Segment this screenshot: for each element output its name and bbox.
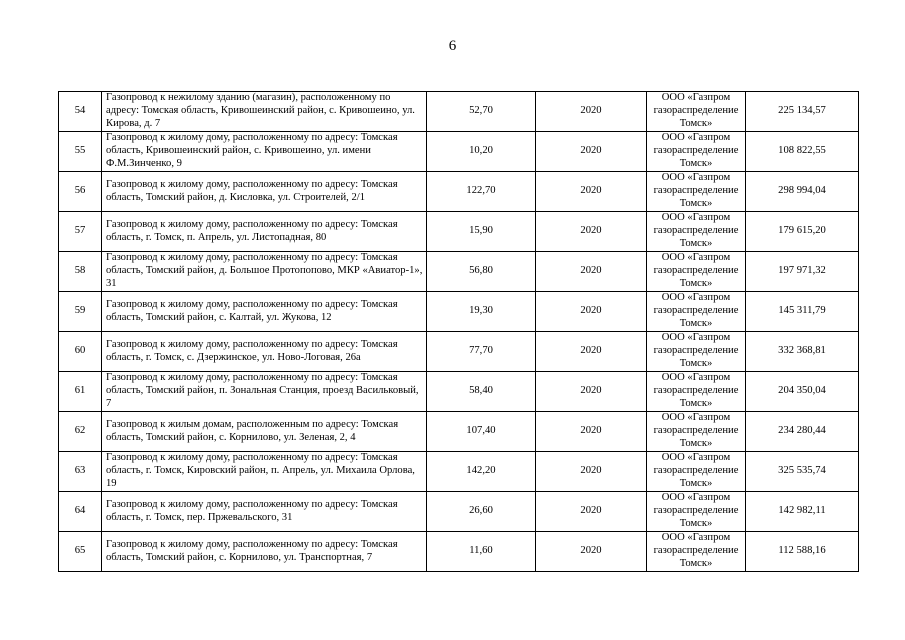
pipeline-length: 11,60 <box>427 532 536 572</box>
owner-organization: ООО «Газпром газораспределение Томск» <box>647 172 746 212</box>
pipeline-length: 52,70 <box>427 92 536 132</box>
row-number: 55 <box>59 132 102 172</box>
owner-organization: ООО «Газпром газораспределение Томск» <box>647 492 746 532</box>
owner-organization: ООО «Газпром газораспределение Томск» <box>647 212 746 252</box>
owner-organization: ООО «Газпром газораспределение Томск» <box>647 292 746 332</box>
cost-value: 234 280,44 <box>746 412 859 452</box>
commission-year: 2020 <box>536 452 647 492</box>
commission-year: 2020 <box>536 252 647 292</box>
owner-organization: ООО «Газпром газораспределение Томск» <box>647 412 746 452</box>
object-description: Газопровод к жилому дому, расположенному по адресу: Томская область, Томский район, с. Корнилово, ул. Транспортная, 7 <box>102 532 427 572</box>
table-row <box>59 252 859 292</box>
row-number: 58 <box>59 252 102 292</box>
object-description: Газопровод к жилому дому, расположенному по адресу: Томская область, г. Томск, с. Дзержинское, ул. Ново-Логовая, 26а <box>102 332 427 372</box>
commission-year: 2020 <box>536 492 647 532</box>
owner-organization: ООО «Газпром газораспределение Томск» <box>647 92 746 132</box>
pipeline-length: 56,80 <box>427 252 536 292</box>
cost-value: 112 588,16 <box>746 532 859 572</box>
cost-value: 225 134,57 <box>746 92 859 132</box>
owner-organization: ООО «Газпром газораспределение Томск» <box>647 532 746 572</box>
cost-value: 179 615,20 <box>746 212 859 252</box>
object-description: Газопровод к жилому дому, расположенному по адресу: Томская область, Томский район, д. Кисловка, ул. Строителей, 2/1 <box>102 172 427 212</box>
page-number: 6 <box>448 38 457 54</box>
pipeline-length: 142,20 <box>427 452 536 492</box>
pipeline-length: 77,70 <box>427 332 536 372</box>
row-number: 63 <box>59 452 102 492</box>
commission-year: 2020 <box>536 172 647 212</box>
object-description: Газопровод к жилым домам, расположенным по адресу: Томская область, Томский район, с. Корнилово, ул. Зеленая, 2, 4 <box>102 412 427 452</box>
owner-organization: ООО «Газпром газораспределение Томск» <box>647 452 746 492</box>
cost-value: 325 535,74 <box>746 452 859 492</box>
row-number: 64 <box>59 492 102 532</box>
commission-year: 2020 <box>536 132 647 172</box>
row-number: 65 <box>59 532 102 572</box>
row-number: 59 <box>59 292 102 332</box>
table-row <box>59 412 859 452</box>
object-description: Газопровод к жилому дому, расположенному по адресу: Томская область, г. Томск, п. Апрель, ул. Листопадная, 80 <box>102 212 427 252</box>
commission-year: 2020 <box>536 332 647 372</box>
owner-organization: ООО «Газпром газораспределение Томск» <box>647 332 746 372</box>
table-row <box>59 452 859 492</box>
row-number: 60 <box>59 332 102 372</box>
table-row <box>59 172 859 212</box>
table-row <box>59 532 859 572</box>
pipeline-length: 107,40 <box>427 412 536 452</box>
table-row <box>59 292 859 332</box>
owner-organization: ООО «Газпром газораспределение Томск» <box>647 132 746 172</box>
object-description: Газопровод к нежилому зданию (магазин), расположенному по адресу: Томская область, Кривошеинский район, с. Кривошеино, ул. Кирова, д. 7 <box>102 92 427 132</box>
cost-value: 204 350,04 <box>746 372 859 412</box>
object-description: Газопровод к жилому дому, расположенному по адресу: Томская область, Кривошеинский район, с. Кривошеино, ул. имени Ф.М.Зинченко, 9 <box>102 132 427 172</box>
owner-organization: ООО «Газпром газораспределение Томск» <box>647 372 746 412</box>
object-description: Газопровод к жилому дому, расположенному по адресу: Томская область, г. Томск, пер. Пржевальского, 31 <box>102 492 427 532</box>
table-row <box>59 332 859 372</box>
cost-value: 332 368,81 <box>746 332 859 372</box>
row-number: 57 <box>59 212 102 252</box>
table-row <box>59 92 859 132</box>
cost-value: 145 311,79 <box>746 292 859 332</box>
table-row <box>59 372 859 412</box>
commission-year: 2020 <box>536 92 647 132</box>
pipeline-length: 19,30 <box>427 292 536 332</box>
object-description: Газопровод к жилому дому, расположенному по адресу: Томская область, Томский район, д. Большое Протопопово, МКР «Авиатор-1», 31 <box>102 252 427 292</box>
row-number: 61 <box>59 372 102 412</box>
pipeline-length: 10,20 <box>427 132 536 172</box>
commission-year: 2020 <box>536 212 647 252</box>
cost-value: 298 994,04 <box>746 172 859 212</box>
cost-value: 197 971,32 <box>746 252 859 292</box>
cost-value: 108 822,55 <box>746 132 859 172</box>
pipeline-register-table <box>58 91 859 572</box>
table-row <box>59 132 859 172</box>
object-description: Газопровод к жилому дому, расположенному по адресу: Томская область, Томский район, п. Зональная Станция, проезд Васильковый, 7 <box>102 372 427 412</box>
table-row <box>59 492 859 532</box>
commission-year: 2020 <box>536 292 647 332</box>
commission-year: 2020 <box>536 412 647 452</box>
row-number: 56 <box>59 172 102 212</box>
object-description: Газопровод к жилому дому, расположенному по адресу: Томская область, Томский район, с. Калтай, ул. Жукова, 12 <box>102 292 427 332</box>
row-number: 54 <box>59 92 102 132</box>
owner-organization: ООО «Газпром газораспределение Томск» <box>647 252 746 292</box>
cost-value: 142 982,11 <box>746 492 859 532</box>
table-row <box>59 212 859 252</box>
commission-year: 2020 <box>536 532 647 572</box>
commission-year: 2020 <box>536 372 647 412</box>
pipeline-length: 58,40 <box>427 372 536 412</box>
pipeline-length: 122,70 <box>427 172 536 212</box>
row-number: 62 <box>59 412 102 452</box>
object-description: Газопровод к жилому дому, расположенному по адресу: Томская область, г. Томск, Кировский район, п. Апрель, ул. Михаила Орлова, 19 <box>102 452 427 492</box>
pipeline-length: 15,90 <box>427 212 536 252</box>
pipeline-length: 26,60 <box>427 492 536 532</box>
